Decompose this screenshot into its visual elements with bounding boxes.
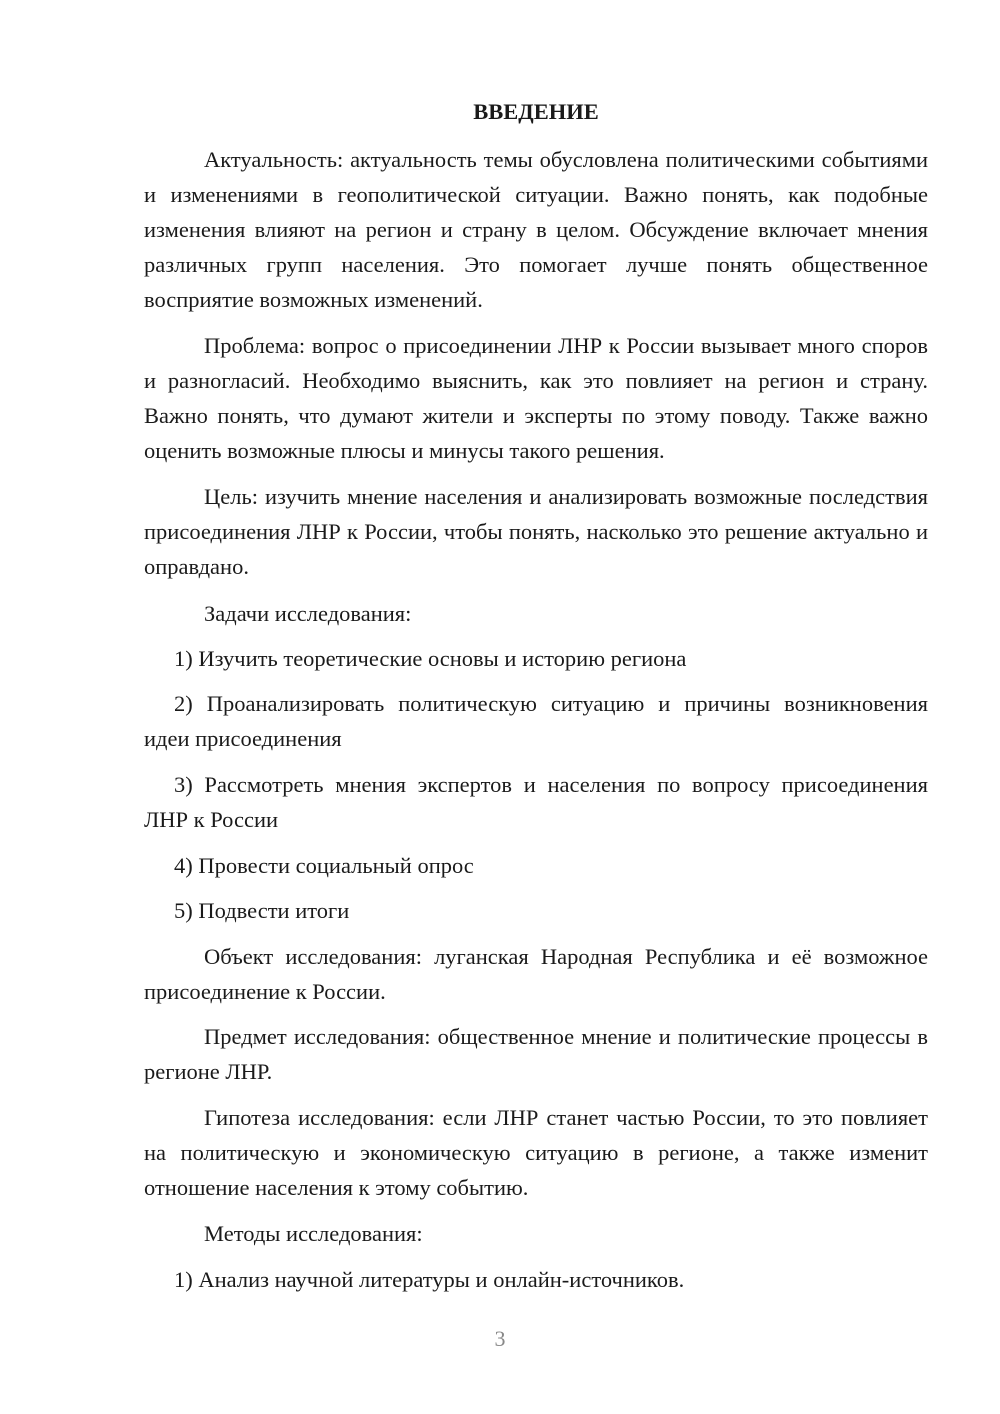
problem-block [144, 328, 928, 468]
methods-heading-block [144, 1216, 928, 1251]
hypothesis-block [144, 1100, 928, 1205]
subject-block [144, 1019, 928, 1089]
object-block [144, 939, 928, 1009]
relevance-block [144, 142, 928, 317]
goal-block [144, 479, 928, 584]
list-item: 4) Провести социальный опрос [174, 853, 474, 878]
task-item-3-block [144, 767, 928, 837]
section-title: ВВЕДЕНИЕ [473, 99, 599, 124]
object-paragraph: Объект исследования: луганская Народная Республика и её возможное присоединение к России. [144, 944, 928, 1004]
list-item: 1) Изучить теоретические основы и историю региона [174, 646, 687, 671]
list-item: 1) Анализ научной литературы и онлайн-источников. [174, 1267, 685, 1292]
list-item: 2) Проанализировать политическую ситуацию и причины возникновения идеи присоединения [144, 691, 928, 751]
tasks-heading-block [144, 596, 928, 631]
list-item: 5) Подвести итоги [174, 898, 350, 923]
list-item: 3) Рассмотреть мнения экспертов и населения по вопросу присоединения ЛНР к России [144, 772, 928, 832]
relevance-paragraph: Актуальность: актуальность темы обусловлена политическими событиями и изменениями в геополитической ситуации. Важно понять, как подобные изменения влияют на регион и страну в целом. Обсуждение включает мнения различных групп населения. Это помогает лучше понять общественное восприятие возможных изменений. [144, 147, 928, 312]
task-item-5-block [144, 893, 928, 928]
problem-paragraph: Проблема: вопрос о присоединении ЛНР к России вызывает много споров и разногласий. Необходимо выяснить, как это повлияет на регион и страну. Важно понять, что думают жители и эксперты по этому поводу. Также важно оценить возможные плюсы и минусы такого решения. [144, 333, 928, 463]
goal-paragraph: Цель: изучить мнение населения и анализировать возможные последствия присоединения ЛНР к России, чтобы понять, насколько это решение актуально и оправдано. [144, 484, 928, 579]
task-item-1-block [144, 641, 928, 676]
hypothesis-paragraph: Гипотеза исследования: если ЛНР станет частью России, то это повлияет на политическую и экономическую ситуацию в регионе, а также изменит отношение населения к этому событию. [144, 1105, 928, 1200]
tasks-heading: Задачи исследования: [204, 601, 412, 626]
page-number: 3 [494, 1326, 506, 1351]
methods-heading: Методы исследования: [204, 1221, 423, 1246]
subject-paragraph: Предмет исследования: общественное мнение и политические процессы в регионе ЛНР. [144, 1024, 928, 1084]
method-item-1-block [144, 1262, 928, 1297]
task-item-4-block [144, 848, 928, 883]
task-item-2-block [144, 686, 928, 756]
